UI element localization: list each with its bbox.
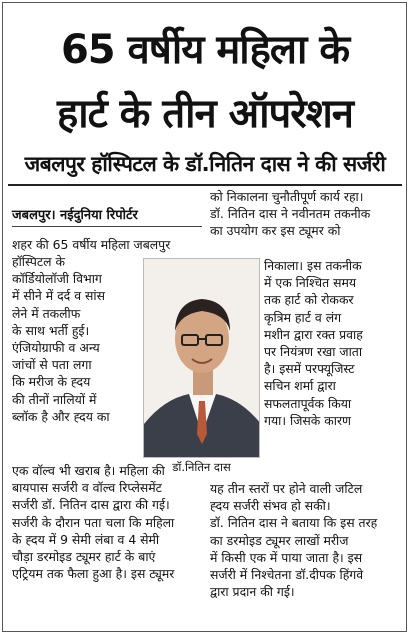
article-line: जांचों से पता लगा bbox=[12, 357, 92, 373]
article-line: निकाला। इस तकनीक bbox=[264, 258, 362, 273]
article-right-column-narrow bbox=[264, 257, 402, 429]
article-line: एट्रियम तक फैला हुआ है। इस ट्यूमर bbox=[12, 566, 175, 582]
article-right-column-top bbox=[210, 188, 402, 240]
headline-rule bbox=[8, 184, 402, 186]
article-line: ह्दय सर्जरी संभव हो सकी। bbox=[210, 498, 331, 514]
article-line: द्वारा प्रदान की गई। bbox=[210, 584, 295, 600]
article-line: पर नियंत्रण रखा जाता bbox=[264, 344, 363, 360]
article-line: सर्जरी में निश्चेतना डॉ.दीपक हिंगवे bbox=[210, 567, 364, 583]
article-left-column-narrow bbox=[12, 253, 140, 425]
article-line: कॉर्डियोलॉजी विभाग bbox=[12, 271, 102, 287]
article-line: है। इसमें परफ्यूजिस्ट bbox=[264, 361, 355, 377]
article-line: हॉस्पिटल के bbox=[12, 254, 65, 269]
article-right-column-bottom bbox=[210, 480, 402, 600]
article-line: में किसी एक में पाया जाता है। इस bbox=[210, 549, 363, 565]
doctor-photo bbox=[143, 258, 260, 458]
article-line: शहर की 65 वर्षीय महिला जबलपुर bbox=[12, 237, 171, 252]
article-line: यह तीन स्तरों पर होने वाली जटिल bbox=[210, 481, 363, 496]
article-line: डॉ. नितिन दास ने नवीनतम तकनीक bbox=[210, 206, 371, 222]
article-line: सर्जरी डॉ. नितिन दास द्वारा की गई। bbox=[12, 497, 170, 513]
headline-line-1: 65 वर्षीय महिला के bbox=[60, 27, 350, 73]
article-line: की तीनों नालियों में bbox=[12, 391, 97, 407]
photo-caption: डॉ.नितिन दास bbox=[172, 460, 231, 474]
article-line: बायपास सर्जरी व वॉल्व रिप्लेसमेंट bbox=[12, 480, 162, 496]
byline-rule bbox=[12, 226, 202, 227]
article-line: एंजियोग्राफी व अन्य bbox=[12, 340, 100, 356]
article-line: एक वॉल्व भी खराब है। महिला की bbox=[12, 463, 165, 478]
subheadline: जबलपुर हॉस्पिटल के डॉ.नितिन दास ने की सर्जरी bbox=[24, 152, 386, 176]
article-line: सर्जरी के दौरान पता चला कि महिला bbox=[12, 514, 175, 530]
article-line: में सीने में दर्द व सांस bbox=[12, 288, 105, 304]
article-line: मशीन द्वारा रक्त प्रवाह bbox=[264, 326, 363, 342]
article-line: कृत्रिम हार्ट व लंग bbox=[264, 309, 342, 325]
article-line: का डरमोइड ट्यूमर लाखों मरीज bbox=[210, 532, 349, 548]
article-line: तक हार्ट को रोककर bbox=[264, 292, 354, 308]
article-left-column-top bbox=[12, 236, 204, 253]
doctor-portrait-icon bbox=[144, 259, 260, 458]
article-line: ब्लॉक है और ह्दय का bbox=[12, 408, 110, 424]
article-line: के ह्दय में 9 सेमी लंबा व 4 सेमी bbox=[12, 531, 160, 547]
article-line: कि मरीज के ह्दय bbox=[12, 374, 91, 390]
article-line: लेने में तकलीफ bbox=[12, 305, 81, 321]
article-line: चौड़ा डरमोइड ट्यूमर हार्ट के बाएं bbox=[12, 549, 156, 565]
article-left-column-bottom bbox=[12, 462, 205, 582]
article-line: को निकालना चुनौतीपूर्ण कार्य रहा। bbox=[210, 189, 364, 204]
article-line: का उपयोग कर इस ट्यूमर को bbox=[210, 223, 341, 239]
article-line: गया। जिसके कारण bbox=[264, 412, 351, 428]
article-line: के साथ भर्ती हुई। bbox=[12, 322, 90, 338]
article-line: सचिन शर्मा द्वारा bbox=[264, 378, 336, 394]
headline-line-2: हार्ट के तीन ऑपरेशन bbox=[56, 91, 354, 137]
article-line: में एक निश्चित समय bbox=[264, 275, 357, 291]
article-line: डॉ. नितिन दास ने बताया कि इस तरह bbox=[210, 515, 378, 531]
article-line: सफलतापूर्वक किया bbox=[264, 395, 352, 411]
byline: जबलपुर। नईदुनिया रिपोर्टर bbox=[12, 208, 138, 223]
